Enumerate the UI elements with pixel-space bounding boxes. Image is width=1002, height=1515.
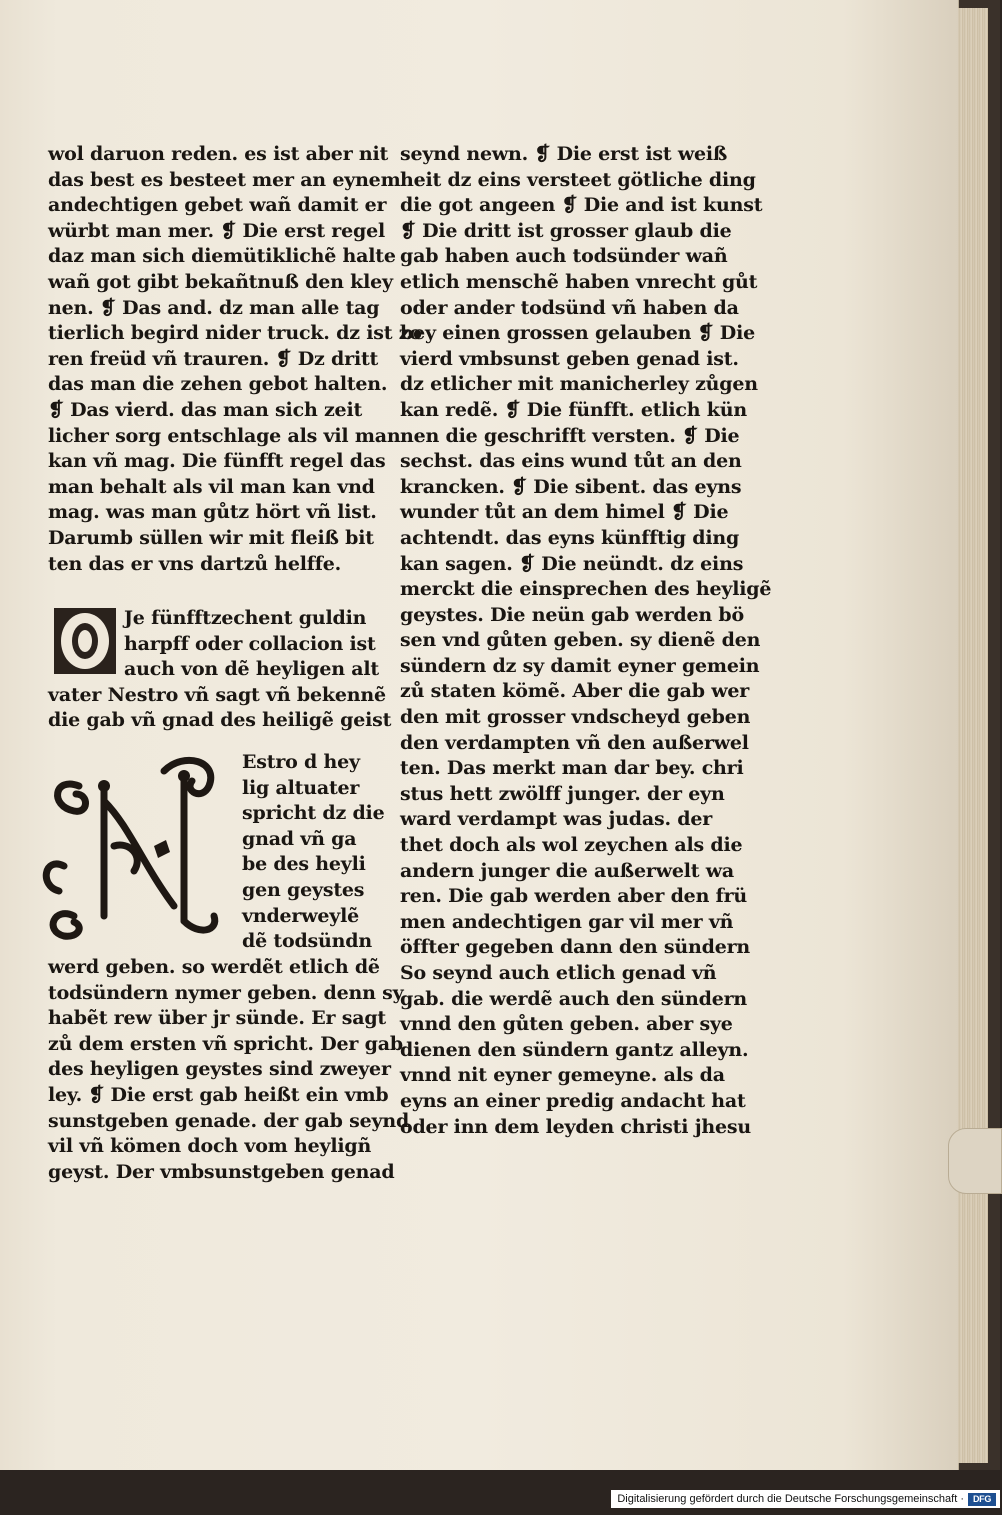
text-line: So seynd auch etlich genad vñ	[400, 962, 717, 984]
text-line: kan vñ mag. Die fünfft regel das	[48, 450, 386, 473]
text-line: gab haben auch todsünder wañ	[400, 245, 728, 268]
text-line: den verdampten vñ den außerwel	[400, 731, 749, 754]
text-line: etlich menschẽ haben vnrecht gůt	[400, 270, 758, 293]
text-line: sen vnd gůten geben. sy dienẽ den	[400, 629, 761, 652]
text-line: vnnd nit eyner gemeyne. als da	[400, 1064, 725, 1087]
text-line: ren. Die gab werden aber den frü	[400, 885, 748, 908]
text-line: öffter gegeben dann den sündern	[400, 936, 751, 959]
text-line: habẽt rew über jr sünde. Er sagt	[48, 1007, 386, 1030]
text-line: dienen den sündern gantz alleyn.	[400, 1038, 749, 1061]
page-tab	[948, 1128, 1002, 1194]
text-line: Je fünfftzechent guldin	[124, 607, 367, 629]
text-line: des heyligen geystes sind zweyer	[48, 1058, 391, 1081]
text-line: stus hett zwölff junger. der eyn	[400, 782, 725, 805]
text-line: auch von dẽ heyligen alt	[124, 658, 379, 681]
text-line: zů staten kömẽ. Aber die gab wer	[400, 680, 750, 703]
text-line: ten. Das merkt man dar bey. chri	[400, 757, 744, 780]
text-line: die got angeen ❡ Die and ist kunst	[400, 194, 763, 217]
text-line: andechtigen gebet wañ damit er	[48, 194, 387, 217]
text-line: ren freüd vñ trauren. ❡ Dz dritt	[48, 347, 379, 370]
text-line: würbt man mer. ❡ Die erst regel	[48, 219, 385, 242]
text-line: kan sagen. ❡ Die neündt. dz eins	[400, 552, 744, 575]
text-line: geyst. Der vmbsunstgeben genad	[48, 1160, 395, 1183]
text-line: werd geben. so werdẽt etlich dẽ	[48, 956, 380, 978]
text-line: vierd vmbsunst geben genad ist.	[400, 347, 739, 370]
text-line: kan redẽ. ❡ Die fünfft. etlich kün	[400, 398, 747, 421]
text-line: vnderweylẽ	[242, 904, 360, 927]
text-line: das best es besteet mer an eynem	[48, 168, 401, 191]
text-line: das man die zehen gebot halten.	[48, 373, 388, 396]
text-line: heit dz eins versteet götliche ding	[400, 168, 756, 191]
text-line: gab. die werdẽ auch den sündern	[400, 987, 748, 1010]
text-line: harpff oder collacion ist	[124, 632, 376, 655]
text-line: gnad vñ ga	[242, 827, 357, 850]
text-line: Estro d hey	[242, 751, 360, 773]
page-edges	[958, 8, 988, 1463]
text-line: wol daruon reden. es ist aber nit	[48, 143, 389, 165]
text-line: dz etlicher mit manicherley zůgen	[400, 373, 758, 396]
text-line: mag. was man gůtz hört vñ list.	[48, 501, 377, 524]
text-line: eyns an einer predig andacht hat	[400, 1089, 746, 1112]
text-line: bey einen grossen gelauben ❡ Die	[400, 322, 755, 345]
text-line: merckt die einsprechen des heyligẽ	[400, 578, 772, 601]
text-line: ward verdampt was judas. der	[400, 808, 713, 831]
text-line: vil vñ kömen doch vom heyligñ	[48, 1135, 372, 1158]
left-column-top	[48, 142, 422, 577]
text-line: ley. ❡ Die erst gab heißt ein vmb	[48, 1083, 389, 1106]
text-line: spricht dz die	[242, 802, 385, 825]
text-line: thet doch als wol zeychen als die	[400, 834, 743, 857]
text-line: nen die geschrifft versten. ❡ Die	[400, 424, 740, 447]
text-line: vater Nestro vñ sagt vñ bekennẽ	[48, 683, 386, 706]
text-line: be des heyli	[242, 853, 366, 876]
text-line: achtendt. das eyns künfftig ding	[400, 526, 740, 549]
text-line: men andechtigen gar vil mer vñ	[400, 910, 734, 933]
text-line: zů dem ersten vñ spricht. Der gab	[48, 1032, 403, 1055]
footer-credit	[611, 1490, 1000, 1508]
text-line: lig altuater	[242, 776, 360, 799]
text-line: todsündern nymer geben. denn sy	[48, 981, 404, 1004]
dfg-logo-icon: DFG	[968, 1493, 996, 1506]
left-column-initial-text	[48, 606, 392, 734]
text-line: sechst. das eins wund tůt an den	[400, 450, 742, 473]
text-line: sunstgeben genade. der gab seynd	[48, 1109, 410, 1132]
text-line: ❡ Das vierd. das man sich zeit	[48, 398, 363, 421]
text-line: krancken. ❡ Die sibent. das eyns	[400, 475, 742, 498]
text-line: die gab vñ gnad des heiligẽ geist	[48, 709, 392, 732]
text-line: oder inn dem leyden christi jhesu	[400, 1115, 751, 1138]
text-line: daz man sich diemütiklichẽ halte	[48, 245, 396, 268]
text-line: man behalt als vil man kan vnd	[48, 475, 375, 498]
text-line: ten das er vns dartzů helffe.	[48, 552, 342, 575]
credit-text: Digitalisierung gefördert durch die Deutsche Forschungsgemeinschaft ·	[617, 1493, 964, 1505]
text-line: oder ander todsünd vñ haben da	[400, 296, 739, 319]
text-line: tierlich begird nider truck. dz ist zo	[48, 322, 422, 345]
text-line: gen geystes	[242, 878, 365, 901]
left-column-bottom	[48, 955, 410, 1185]
text-line: Darumb süllen wir mit fleiß bit	[48, 526, 374, 549]
text-line: geystes. Die neün gab werden bö	[400, 603, 744, 626]
right-column	[400, 142, 772, 1140]
text-line: sündern dz sy damit eyner gemein	[400, 654, 760, 677]
text-line: vnnd den gůten geben. aber sye	[400, 1013, 733, 1036]
text-line: ❡ Die dritt ist grosser glaub die	[400, 219, 732, 242]
text-line: wunder tůt an dem himel ❡ Die	[400, 501, 729, 524]
left-column-beside-initial	[48, 750, 385, 955]
text-line: den mit grosser vndscheyd geben	[400, 706, 751, 729]
text-line: andern junger die außerwelt wa	[400, 859, 735, 882]
text-line: licher sorg entschlage als vil man	[48, 424, 401, 447]
text-line: nen. ❡ Das and. dz man alle tag	[48, 296, 380, 319]
text-line: dẽ todsündn	[242, 930, 372, 953]
text-line: seynd newn. ❡ Die erst ist weiß	[400, 143, 728, 165]
text-line: wañ got gibt bekañtnuß den kley	[48, 270, 393, 293]
